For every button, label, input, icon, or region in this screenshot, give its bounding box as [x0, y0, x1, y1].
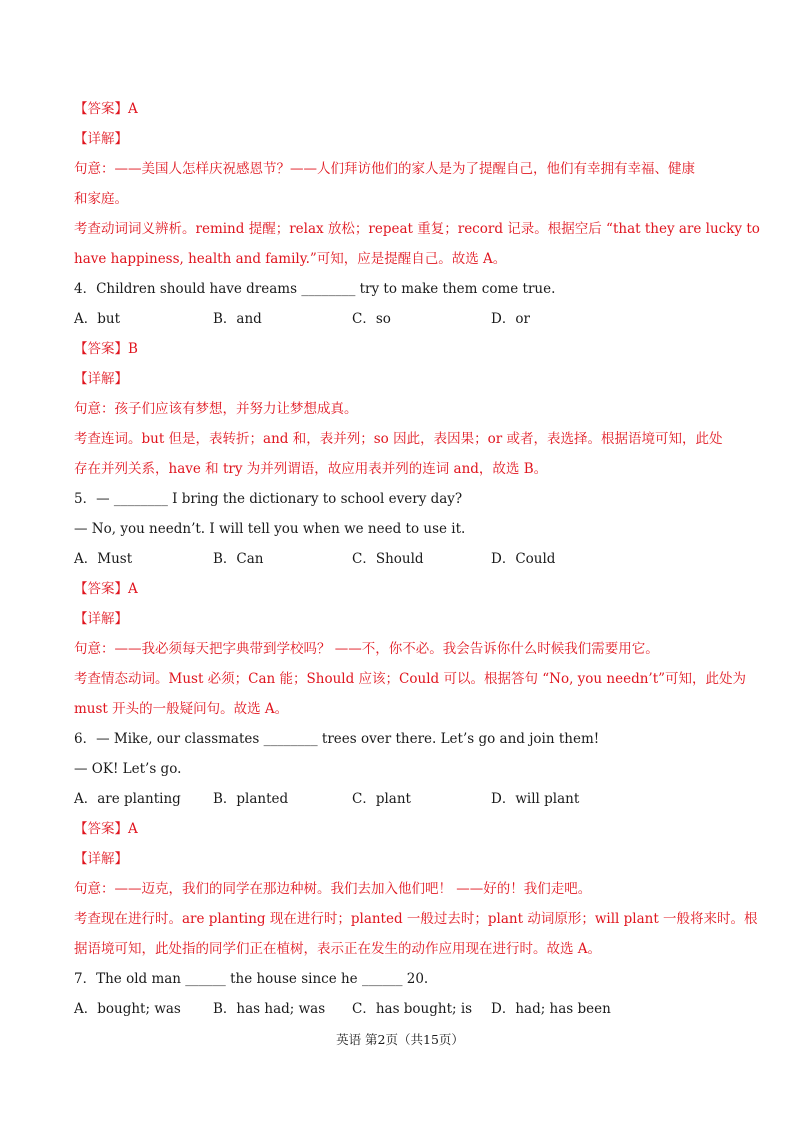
explanation-line: must 开头的一般疑问句。故选 A。 [74, 701, 289, 717]
detail-label: 【详解】 [74, 611, 128, 627]
explanation-line: 存在并列关系，have 和 try 为并列谓语，故应用表并列的连词 and，故选 B。 [74, 461, 548, 477]
question-stem: 6．— Mike, our classmates ________ trees over there. Let’s go and join them! [74, 731, 600, 747]
option-a: A．but [74, 311, 121, 327]
page-footer: 英语 第2页（共15页） [336, 1032, 464, 1047]
explanation-line: 考查动词词义辨析。remind 提醒；relax 放松；repeat 重复；record 记录。根据空后 “that they are lucky to [74, 221, 760, 237]
option-d: D．Could [491, 551, 556, 567]
question-stem: 5．— ________ I bring the dictionary to school every day? [74, 491, 463, 507]
answer-label: 【答案】A [74, 821, 138, 837]
answer-label: 【答案】B [74, 341, 138, 357]
option-c: C．Should [352, 551, 424, 567]
explanation-line: 句意：——迈克，我们的同学在那边种树。我们去加入他们吧！ ——好的！我们走吧。 [74, 881, 592, 897]
options-row [74, 544, 734, 574]
question-stem: — OK! Let’s go. [74, 761, 182, 777]
answer-label: 【答案】A [74, 101, 138, 117]
explanation-line: 考查连词。but 但是，表转折；and 和，表并列；so 因此，表因果；or 或者，表选择。根据语境可知，此处 [74, 431, 723, 447]
option-c: C．plant [352, 791, 411, 807]
explanation-line: 句意：孩子们应该有梦想，并努力让梦想成真。 [74, 401, 358, 417]
page-content [74, 94, 760, 1024]
question-5 [74, 484, 747, 724]
explanation-line: 考查现在进行时。are planting 现在进行时；planted 一般过去时；plant 动词原形；will plant 一般将来时。根 [74, 911, 758, 927]
option-b: B．has had; was [213, 1001, 326, 1017]
option-a: A．bought; was [74, 1001, 181, 1017]
question-stem: 7．The old man ______ the house since he ______ 20. [74, 971, 429, 987]
explanation-line: 和家庭。 [74, 191, 128, 207]
question-7 [74, 964, 734, 1024]
explanation-line: 据语境可知，此处指的同学们正在植树，表示正在发生的动作应用现在进行时。故选 A。 [74, 941, 602, 957]
answer-label: 【答案】A [74, 581, 138, 597]
option-b: B．and [213, 311, 262, 327]
option-b: B．Can [213, 551, 264, 567]
detail-label: 【详解】 [74, 131, 128, 147]
options-row [74, 994, 734, 1024]
explanation-line: 句意：——美国人怎样庆祝感恩节？——人们拜访他们的家人是为了提醒自己，他们有幸拥有幸福、健康 [74, 161, 695, 177]
explanation-line: 句意：——我必须每天把字典带到学校吗？ ——不，你不必。我会告诉你什么时候我们需要用它。 [74, 641, 659, 657]
options-row [74, 304, 734, 334]
question-3-solution [74, 94, 760, 274]
option-d: D．or [491, 311, 530, 327]
option-a: A．are planting [74, 791, 181, 807]
option-d: D．will plant [491, 791, 580, 807]
explanation-line: have happiness, health and family.”可知，应是提醒自己。故选 A。 [74, 251, 507, 267]
option-d: D．had; has been [491, 1001, 611, 1017]
option-c: C．has bought; is [352, 1001, 473, 1017]
question-stem: — No, you needn’t. I will tell you when we need to use it. [74, 521, 466, 537]
options-row [74, 784, 734, 814]
explanation-line: 考查情态动词。Must 必须；Can 能；Should 应该；Could 可以。根据答句 “No, you needn’t”可知，此处为 [74, 671, 747, 687]
question-stem: 4．Children should have dreams ________ try to make them come true. [74, 281, 556, 297]
option-c: C．so [352, 311, 391, 327]
option-a: A．Must [74, 551, 133, 567]
question-4 [74, 274, 734, 484]
question-6 [74, 724, 758, 964]
detail-label: 【详解】 [74, 371, 128, 387]
detail-label: 【详解】 [74, 851, 128, 867]
option-b: B．planted [213, 791, 289, 807]
